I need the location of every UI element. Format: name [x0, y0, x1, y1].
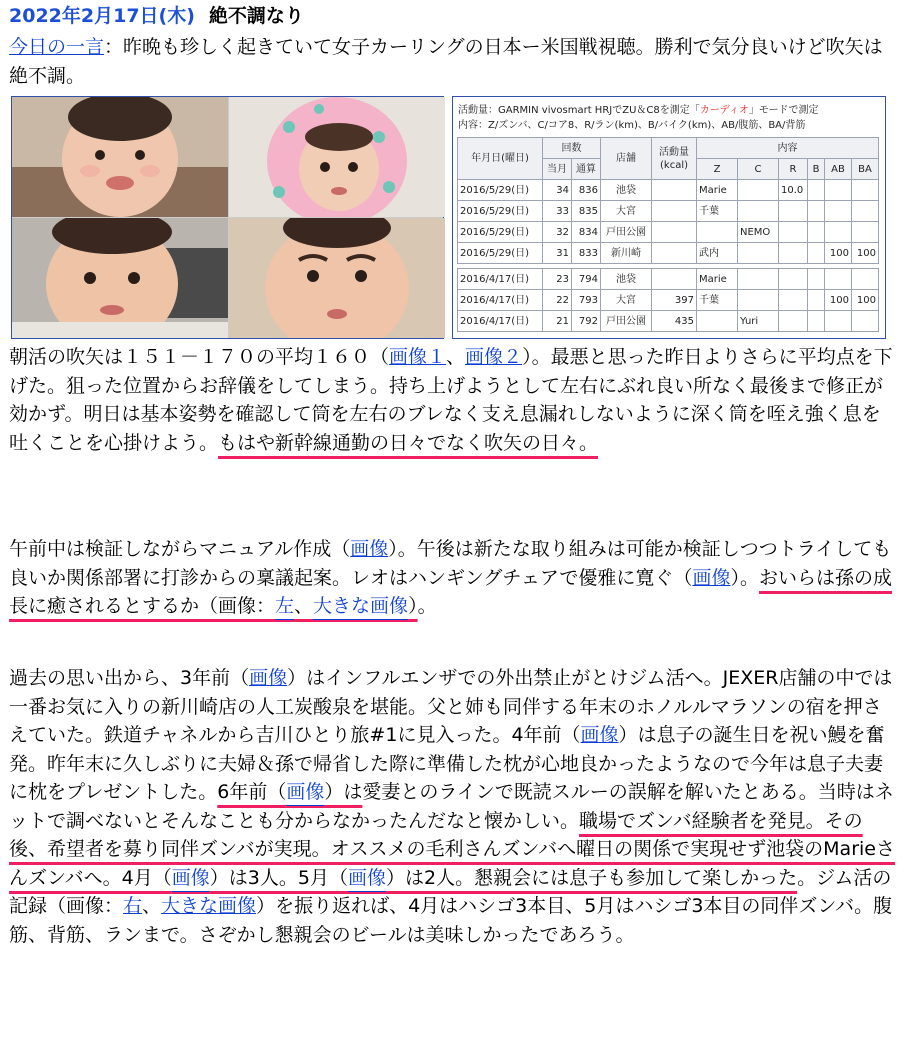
col-b: B	[808, 159, 825, 180]
intro-text: ：昨晩も珍しく起きていて女子カーリングの日本ー米国戦視聴。勝利で気分良いけど吹矢は絶不調。	[9, 36, 883, 87]
table-cell	[808, 201, 825, 222]
table-cell: 792	[572, 311, 601, 332]
photo-bottom-right	[229, 218, 445, 338]
col-z: Z	[697, 159, 738, 180]
table-cell	[738, 290, 779, 311]
col-month: 当月	[543, 159, 572, 180]
photo-top-right	[229, 97, 445, 217]
table-cell: 武内	[697, 243, 738, 264]
six-years-ago-close: ）は	[324, 781, 363, 803]
zumba-text-3: ）は2人。懇親会には息子も参加して楽しかった	[385, 866, 798, 889]
photo-bottom-left	[12, 218, 228, 338]
table-row	[458, 180, 879, 201]
table-cell	[852, 269, 879, 290]
large-record-image-link[interactable]: 大きな画像	[161, 895, 257, 917]
table-cell: 池袋	[601, 180, 652, 201]
table-cell: 21	[543, 311, 572, 332]
table-cell	[808, 290, 825, 311]
april-image-link[interactable]: 画像	[171, 866, 210, 889]
table-cell	[652, 269, 697, 290]
table-cell: 戸田公園	[601, 222, 652, 243]
col-c: C	[738, 159, 779, 180]
caption-line1-part1: 活動量：GARMIN vivosmart HRJでZU＆C8を測定「	[458, 105, 700, 116]
zumba-text-2: ）は3人。5月（	[209, 866, 348, 889]
table-cell: 835	[572, 201, 601, 222]
intro-paragraph	[9, 33, 899, 90]
table-cell: Yuri	[738, 311, 779, 332]
fukiya-paragraph	[9, 343, 899, 457]
table-cell	[808, 311, 825, 332]
memories-text-6: 、	[142, 895, 162, 917]
manual-image-link[interactable]: 画像	[350, 538, 389, 560]
large-image-link[interactable]: 大きな画像	[313, 595, 409, 617]
fukiya-highlight: もはや新幹線通勤の日々でなく吹矢の日々。	[218, 431, 599, 454]
leo-image-link[interactable]: 画像	[692, 566, 731, 589]
grandchild-text: おいらは孫の成長に癒されるとするか（画像：	[9, 566, 892, 617]
table-cell	[852, 201, 879, 222]
table-cell: 2016/4/17(日)	[458, 290, 543, 311]
fukiya-text-3: ）。最悪と思った昨日よりさらに平均点を下げた。狙った位置からお辞儀をしてしまう。持ち上げようとして左右にぶれ良い所なく最後まで修正が効かず。明日は基本姿勢を確認して筒を左右のブレなく支え息漏れしないように深く筒を咥え強く息を吐くことを心掛けよう。	[9, 346, 893, 454]
table-cell: NEMO	[738, 222, 779, 243]
memories-text-4: 愛妻とのラインで既読スルーの誤解を解いたとある。当時はネットで調べないとそんなことも分からなかったんだなと懐かしい。	[9, 781, 894, 832]
table-cell: 2016/5/29(日)	[458, 180, 543, 201]
table-cell: 100	[852, 290, 879, 311]
left-image-link[interactable]: 左	[275, 595, 295, 617]
rows-may	[458, 180, 879, 264]
table-cell	[852, 180, 879, 201]
table-cell	[852, 222, 879, 243]
table-cell	[825, 201, 852, 222]
table-row	[458, 311, 879, 332]
table-cell: 32	[543, 222, 572, 243]
table-cell	[697, 311, 738, 332]
table-cell: 23	[543, 269, 572, 290]
table-cell: 793	[572, 290, 601, 311]
table-cell: 新川崎	[601, 243, 652, 264]
col-total: 通算	[572, 159, 601, 180]
table-cell: 33	[543, 201, 572, 222]
work-text-3: ）。	[730, 566, 759, 589]
zumba-text-1: 職場でズンバ経験者を発見。その後、希望者を募り同伴ズンバが実現。オススメの毛利さんズンバへ曜日の関係で実現せず池袋のMarieさんズンバへ。4月（	[9, 809, 895, 889]
col-r: R	[779, 159, 808, 180]
table-cell: Marie	[697, 269, 738, 290]
rows-april	[458, 269, 879, 332]
table-cell: Marie	[697, 180, 738, 201]
memories-paragraph	[9, 664, 899, 949]
table-cell	[652, 201, 697, 222]
table-cell: 836	[572, 180, 601, 201]
work-text-1: 午前中は検証しながらマニュアル作成（	[9, 538, 351, 560]
table-cell: 22	[543, 290, 572, 311]
table-cell	[738, 243, 779, 264]
table-row	[458, 222, 879, 243]
work-paragraph	[9, 535, 899, 621]
table-cell: 千葉	[697, 201, 738, 222]
todays-word-link[interactable]: 今日の一言	[9, 36, 105, 58]
table-cell: 834	[572, 222, 601, 243]
activity-table-april	[457, 268, 879, 332]
table-cell: 10.0	[779, 180, 808, 201]
col-date: 年月日(曜日)	[458, 138, 543, 180]
table-cell	[808, 222, 825, 243]
may-image-link[interactable]: 画像	[347, 866, 386, 889]
image1-link[interactable]: 画像１	[389, 346, 447, 368]
table-cell	[808, 180, 825, 201]
table-cell: 100	[852, 243, 879, 264]
table-cell	[652, 180, 697, 201]
table-cell: 435	[652, 311, 697, 332]
table-cell: 397	[652, 290, 697, 311]
table-row	[458, 290, 879, 311]
table-cell: 2016/4/17(日)	[458, 269, 543, 290]
table-cell	[779, 222, 808, 243]
entry-date: 2022年2月17日(木)	[9, 5, 195, 27]
six-years-ago-image-link[interactable]: 画像	[286, 781, 325, 803]
four-years-ago-image-link[interactable]: 画像	[580, 724, 619, 746]
grandchild-close: ）	[408, 595, 418, 617]
table-cell: 2016/5/29(日)	[458, 243, 543, 264]
memories-text-2: ）はインフルエンザでの外出禁止がとけジム活へ。JEXER店舗の中では一番お気に入りの新川崎店の人工炭酸泉を堪能。父と姉も同伴する年末のホノルルマラソンの宿を押さえていた。鉄道チャネルから吉川ひとり旅#1に見入った。4年前（	[9, 667, 893, 746]
three-years-ago-image-link[interactable]: 画像	[249, 667, 288, 689]
col-store: 店舗	[601, 138, 652, 180]
table-cell	[808, 243, 825, 264]
table-cell	[779, 290, 808, 311]
fukiya-text-1: 朝活の吹矢は１５１－１７０の平均１６０（	[9, 346, 390, 368]
table-cell	[825, 222, 852, 243]
table-cell: 31	[543, 243, 572, 264]
memories-text-5: 。ジム活の記録（画像：	[9, 866, 892, 917]
table-caption-line2: 内容：Z/ズンバ、C/コア8、R/ラン(km)、B/バイク(km)、AB/腹筋、BA/背筋	[458, 120, 806, 131]
table-cell	[652, 222, 697, 243]
table-cell	[852, 311, 879, 332]
grandchild-sep: 、	[294, 595, 314, 617]
grandchild-photo-collage[interactable]	[11, 96, 444, 339]
table-cell	[825, 269, 852, 290]
table-cell: 833	[572, 243, 601, 264]
caption-line1-part2: 」モードで測定	[748, 105, 819, 116]
entry-subtitle: 絶不調なり	[208, 5, 304, 27]
table-cell	[779, 201, 808, 222]
table-cell: 千葉	[697, 290, 738, 311]
table-cell	[652, 243, 697, 264]
fukiya-text-2: 、	[446, 346, 466, 368]
caption-cardio-mode: カーディオ	[699, 105, 749, 116]
table-cell	[738, 180, 779, 201]
table-cell	[697, 222, 738, 243]
table-row	[458, 201, 879, 222]
table-cell	[738, 269, 779, 290]
table-cell	[825, 311, 852, 332]
image2-link[interactable]: 画像２	[465, 346, 523, 368]
memories-text-7: ）を振り返れば、4月はハシゴ3本目、5月はハシゴ3本目の同伴ズンバ。腹筋、背筋、ランまで。さぞかし懇親会のビールは美味しかったであろう。	[9, 895, 893, 946]
table-cell	[738, 201, 779, 222]
col-ab: AB	[825, 159, 852, 180]
table-cell: 戸田公園	[601, 311, 652, 332]
table-cell	[779, 243, 808, 264]
right-image-link[interactable]: 右	[123, 895, 143, 917]
six-years-ago-text: 6年前（	[217, 781, 287, 803]
gym-record-table-image[interactable]	[452, 96, 886, 339]
activity-table-may	[457, 137, 879, 264]
memories-text-1: 過去の思い出から、3年前（	[9, 667, 250, 689]
col-activity-unit: (kcal)	[660, 159, 688, 171]
table-row	[458, 269, 879, 290]
table-cell: 大宮	[601, 290, 652, 311]
photo-top-left	[12, 97, 228, 217]
table-cell: 100	[825, 243, 852, 264]
table-row	[458, 243, 879, 264]
table-cell	[779, 311, 808, 332]
table-cell	[779, 269, 808, 290]
memories-text-3: ）は息子の誕生日を祝い鰻を奮発。昨年末に久しぶりに夫婦＆孫で帰省した際に準備した枕が心地良かったようなので今年は息子夫妻に枕をプレゼントした。	[9, 724, 885, 803]
col-activity-label: 活動量	[659, 146, 689, 158]
table-cell: 2016/5/29(日)	[458, 201, 543, 222]
table-cell: 池袋	[601, 269, 652, 290]
table-cell: 2016/4/17(日)	[458, 311, 543, 332]
table-cell: 大宮	[601, 201, 652, 222]
work-text-2: ）。午後は新たな取り組みは可能か検証しつつトライしても良いか関係部署に打診からの稟議起案。レオはハンギングチェアで優雅に寛ぐ（	[9, 538, 892, 589]
col-ba: BA	[852, 159, 879, 180]
table-cell: 34	[543, 180, 572, 201]
col-count: 回数	[543, 138, 601, 159]
col-content: 内容	[697, 138, 879, 159]
table-cell: 100	[825, 290, 852, 311]
col-activity	[652, 138, 697, 180]
table-cell: 2016/5/29(日)	[458, 222, 543, 243]
six-years-ago-highlight	[217, 781, 362, 803]
table-cell	[825, 180, 852, 201]
table-cell	[808, 269, 825, 290]
table-caption-line1	[458, 104, 819, 117]
table-cell: 794	[572, 269, 601, 290]
work-text-4: 。	[417, 595, 437, 617]
entry-title	[9, 4, 304, 28]
